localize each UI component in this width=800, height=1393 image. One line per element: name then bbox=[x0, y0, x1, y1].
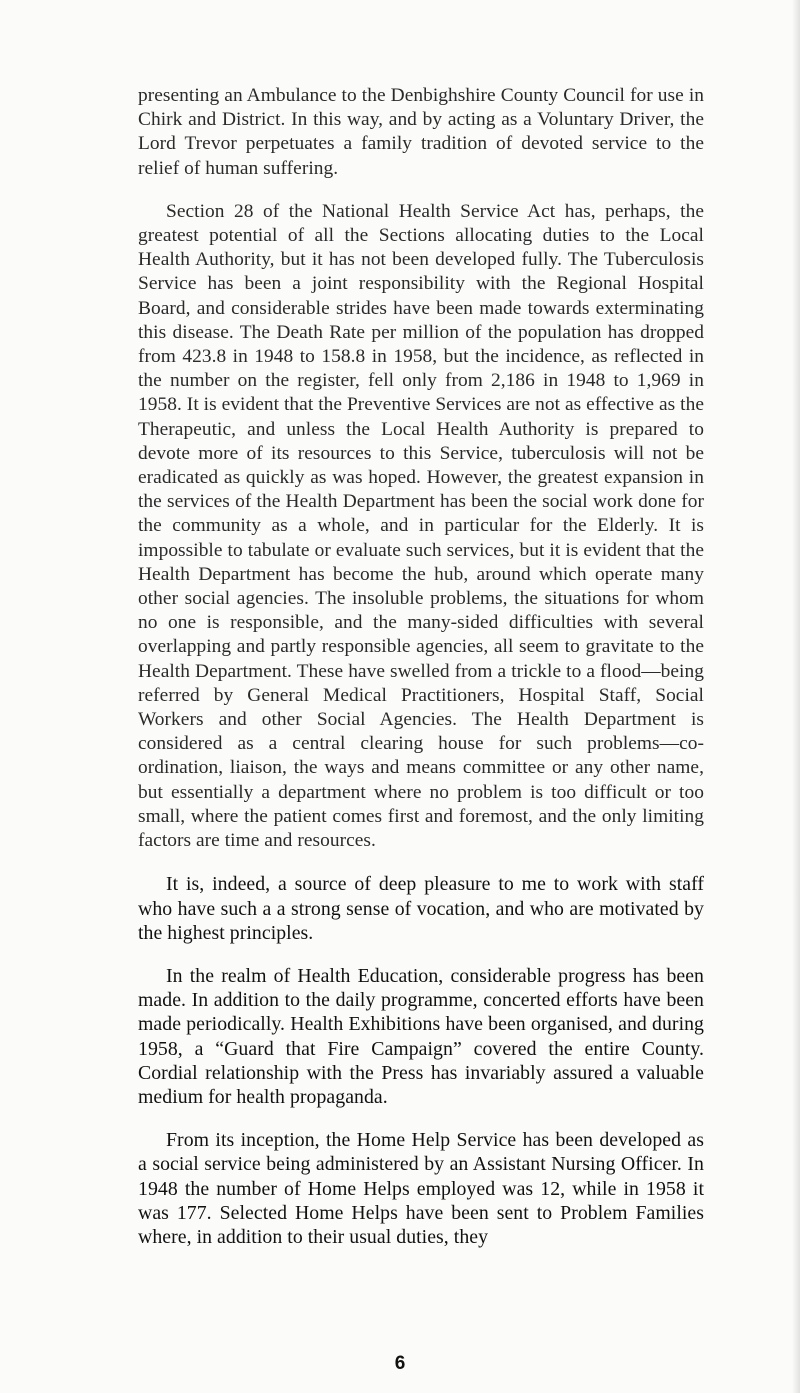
paragraph-ambulance: presenting an Ambulance to the Denbighshire County Council for use in Chirk and District. In this way, and by acting as a Voluntary Driver, the Lord Trevor perpetuates a family tradition of devoted service to the relief of human suffering. bbox=[138, 85, 704, 179]
paragraph-section-28: Section 28 of the National Health Service Act has, perhaps, the greatest potential of all the Sections allocating duties to the Local Health Authority, but it has not been developed fully. The Tuberculosis Service has been a joint responsibility with the Regional Hospital Board, and considerable strides have been made towards exterminating this disease. The Death Rate per million of the population has dropped from 423.8 in 1948 to 158.8 in 1958, but the incidence, as reflected in the number on the register, fell only from 2,186 in 1948 to 1,969 in 1958. It is evident that the Preventive Services are not as effective as the Therapeutic, and unless the Local Health Authority is prepared to devote more of its resources to this Service, tuberculosis will not be eradicated as quickly as was hoped. However, the greatest expansion in the services of the Health Department has been the social work done for the community as a whole, and in particular for the Elderly. It is impossible to tabulate or evaluate such services, but it is evident that the Health Department has become the hub, around which operate many other social agencies. The insoluble problems, the situations for whom no one is responsible, and the many-sided difficulties with several overlapping and partly responsible agencies, all seem to gravitate to the Health Department. These have swelled from a trickle to a flood—being referred by General Medical Practitioners, Hospital Staff, Social Workers and other Social Agencies. The Health Department is considered as a central clearing house for such problems—co-ordination, liaison, the ways and means committee or any other name, but essentially a department where no problem is too difficult or too small, where the patient comes first and foremost, and the only limiting factors are time and resources. bbox=[138, 200, 704, 852]
page-number: 6 bbox=[394, 1353, 406, 1374]
page-edge-shadow bbox=[792, 0, 800, 1393]
paragraph-home-help: From its inception, the Home Help Service has been developed as a social service being administered by an Assistant Nursing Officer. In 1948 the number of Home Helps employed was 12, while in 1958 it was 177. Selected Home Helps have been sent to Problem Families where, in addition to their usual duties, they bbox=[138, 1129, 704, 1248]
paragraph-health-education: In the realm of Health Education, considerable progress has been made. In addition to the daily programme, concerted efforts have been made periodically. Health Exhibitions have been organised, and during 1958, a “Guard that Fire Campaign” covered the entire County. Cordial relationship with the Press has invariably assured a valuable medium for health propaganda. bbox=[138, 964, 704, 1108]
paragraph-staff-vocation: It is, indeed, a source of deep pleasure to me to work with staff who have such a a strong sense of vocation, and who are motivated by the highest principles. bbox=[138, 873, 704, 944]
body-text bbox=[138, 84, 704, 1268]
